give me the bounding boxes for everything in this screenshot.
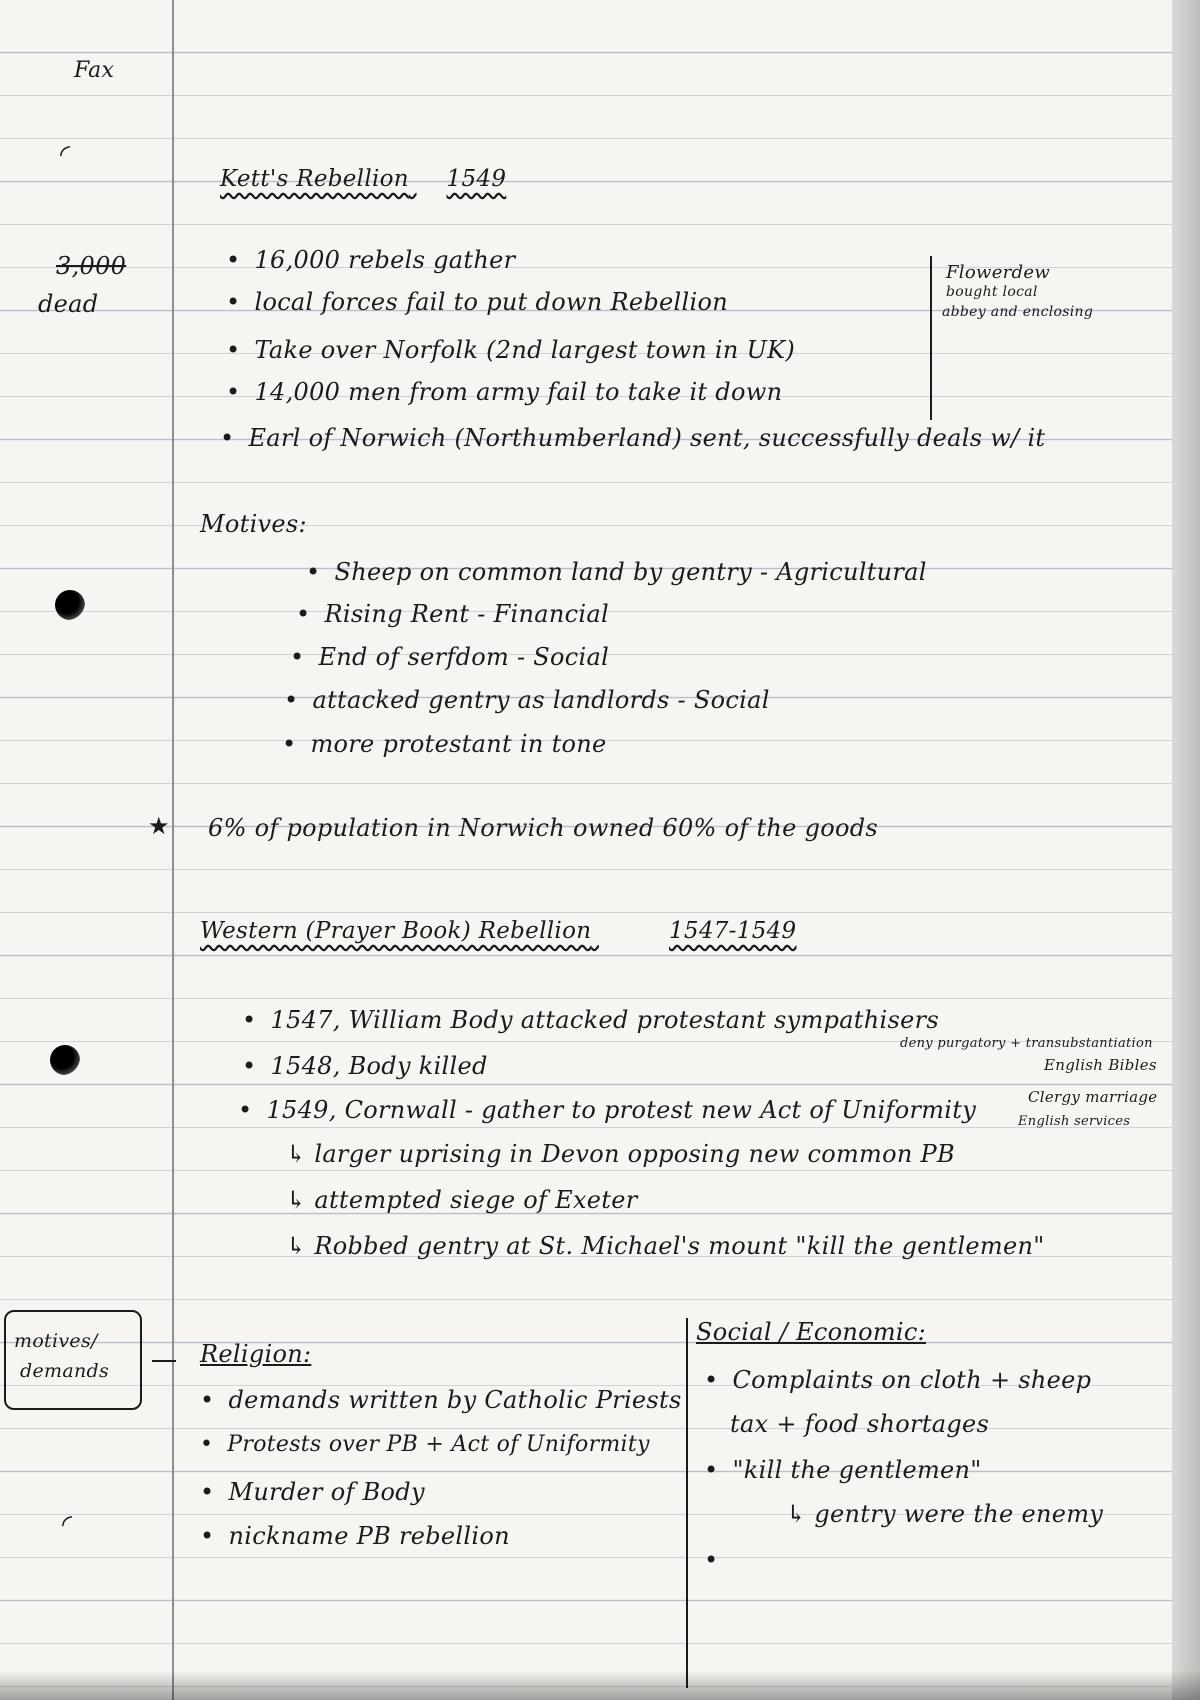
kett-year: 1549 [446,166,507,192]
western-title [200,918,797,944]
western-side-note-4: English services [1018,1114,1131,1129]
social-item-1: • Complaints on cloth + sheep [704,1366,1091,1394]
western-side-note-3: Clergy marriage [1028,1088,1158,1106]
western-years: 1547-1549 [668,918,797,944]
page-bottom-shadow [0,1670,1200,1700]
margin-note-motives: motives/ [14,1330,98,1352]
kett-title [220,166,506,192]
kett-point-5: • Earl of Norwich (Northumberland) sent, successfully deals w/ it [220,424,1045,452]
kett-side-note-1: Flowerdew [946,262,1051,283]
motive-3: • End of serfdom - Social [290,643,609,671]
kett-point-1: • 16,000 rebels gather [226,246,515,274]
margin-arc-mark-icon: ◜ [60,140,71,170]
social-empty-bullet: • [704,1546,719,1574]
western-title-text: Western (Prayer Book) Rebellion [200,918,592,944]
motive-2: • Rising Rent - Financial [296,600,609,628]
western-point-2: • 1548, Body killed [242,1052,488,1080]
western-side-note-1: deny purgatory + transubstantiation [900,1036,1153,1051]
margin-note-dead-count: 3,000 [56,252,127,280]
social-item-1-cont: tax + food shortages [730,1410,990,1438]
social-subitem: ↳ gentry were the enemy [786,1500,1104,1528]
western-point-1: • 1547, William Body attacked protestant sympathisers [242,1006,939,1034]
motive-5: • more protestant in tone [282,730,607,758]
kett-side-note-3: abbey and enclosing [942,304,1094,320]
motive-1: • Sheep on common land by gentry - Agricultural [306,558,927,586]
religion-item-4: • nickname PB rebellion [200,1522,510,1550]
page-edge [1172,0,1200,1700]
kett-side-divider [930,256,932,420]
star-icon: ★ [148,812,170,840]
social-item-2: • "kill the gentlemen" [704,1456,982,1484]
bottom-margin-bracket [152,1360,176,1362]
kett-side-note-2: bought local [946,284,1038,300]
motives-heading: Motives: [200,510,307,538]
star-note-text: 6% of population in Norwich owned 60% of the goods [208,814,879,842]
punch-hole-icon [55,590,85,620]
punch-hole-icon [50,1045,80,1075]
margin-line [172,0,174,1700]
social-heading: Social / Economic: [696,1318,927,1346]
bottom-column-divider [686,1318,688,1688]
kett-point-3: • Take over Norfolk (2nd largest town in UK) [226,336,795,364]
religion-item-3: • Murder of Body [200,1478,425,1506]
margin-note-dead: dead [38,290,99,318]
western-point-3: • 1549, Cornwall - gather to protest new Act of Uniformity [238,1096,976,1124]
margin-arc-mark-icon: ◜ [62,1510,73,1540]
western-subpoint-3: ↳ Robbed gentry at St. Michael's mount "kill the gentlemen" [286,1232,1045,1260]
kett-point-2: • local forces fail to put down Rebellion [226,288,728,316]
religion-item-1: • demands written by Catholic Priests [200,1386,682,1414]
margin-note-fax: Fax [74,58,115,83]
western-subpoint-2: ↳ attempted siege of Exeter [286,1186,638,1214]
kett-point-4: • 14,000 men from army fail to take it down [226,378,782,406]
kett-title-text: Kett's Rebellion [220,166,409,192]
religion-item-2: • Protests over PB + Act of Uniformity [200,1432,650,1457]
western-side-note-2: English Bibles [1044,1056,1157,1074]
religion-heading: Religion: [200,1340,312,1368]
motive-4: • attacked gentry as landlords - Social [284,686,770,714]
western-subpoint-1: ↳ larger uprising in Devon opposing new common PB [286,1140,955,1168]
margin-note-demands: demands [20,1360,110,1382]
